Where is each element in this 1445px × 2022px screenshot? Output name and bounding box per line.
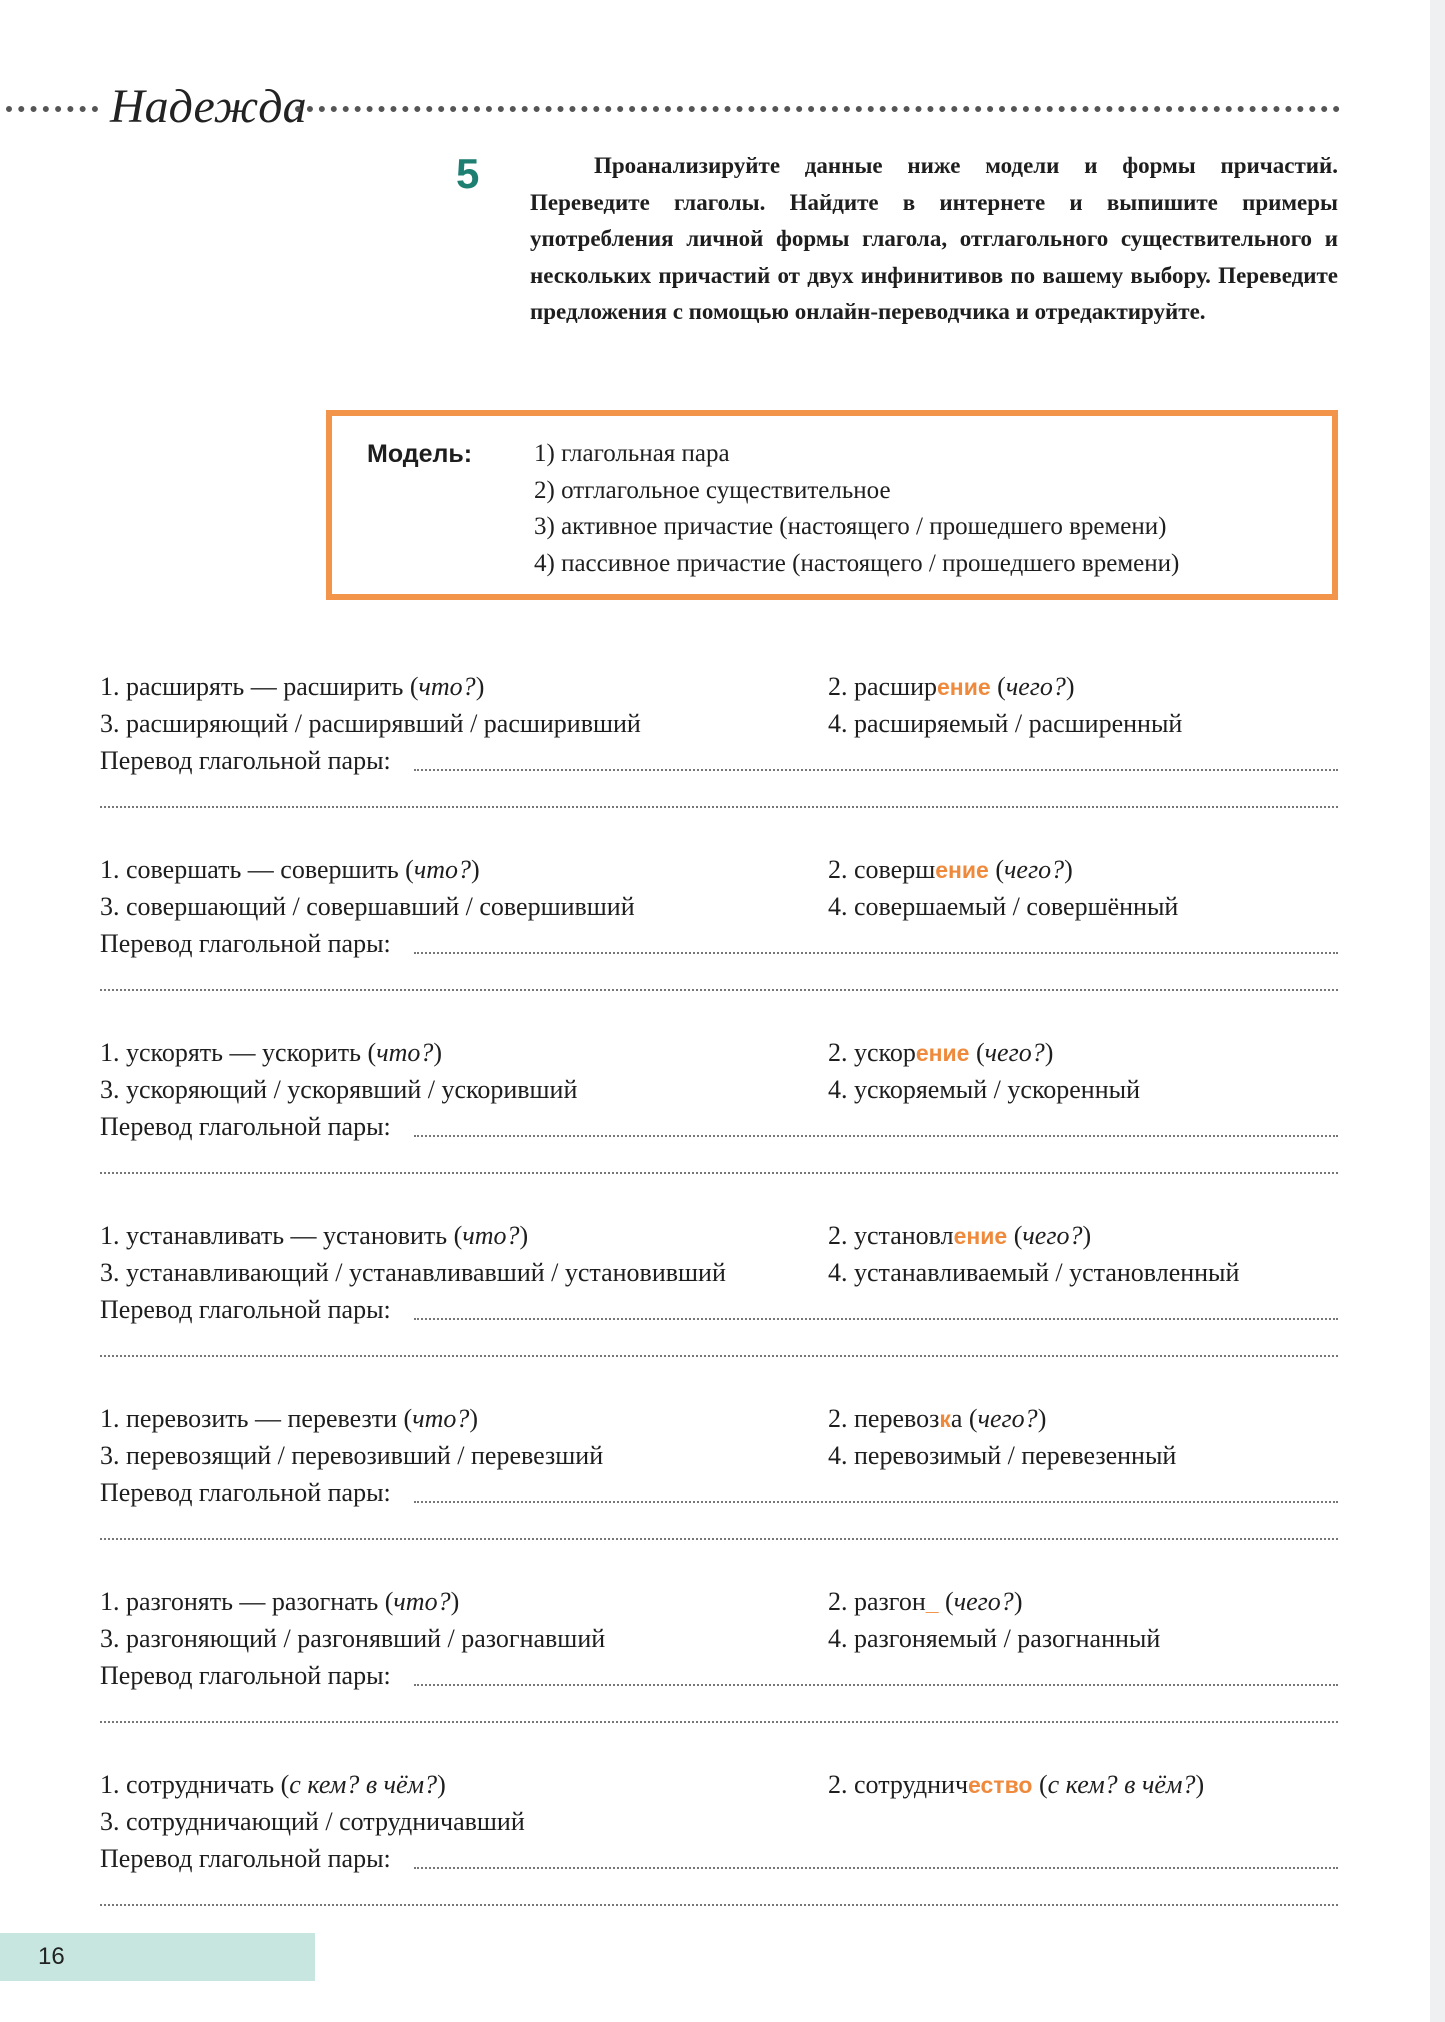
verbal-noun: 2. расширение (чего?)	[828, 672, 1075, 701]
section-header	[0, 80, 1345, 140]
verb-block	[100, 1221, 1340, 1391]
answer-line[interactable]	[100, 1538, 1338, 1540]
translation-label: Перевод глагольной пары:	[100, 1295, 391, 1324]
question: что?	[462, 1221, 520, 1250]
question: что?	[376, 1038, 434, 1067]
answer-line[interactable]	[414, 952, 1338, 954]
exercise-number: 5	[456, 150, 480, 197]
answer-line[interactable]	[100, 989, 1338, 991]
answer-line[interactable]	[414, 769, 1338, 771]
verb-block	[100, 1038, 1340, 1208]
question: чего?	[984, 1038, 1045, 1067]
page-number-tab	[0, 1933, 315, 1981]
question: чего?	[953, 1587, 1014, 1616]
verb-block	[100, 855, 1340, 1025]
active-participles: 3. совершающий / совершавший / совершивший	[100, 892, 635, 921]
noun-suffix: ение	[953, 1223, 1008, 1249]
answer-line[interactable]	[414, 1501, 1338, 1503]
model-item: 2) отглагольное существительное	[534, 476, 891, 504]
question: чего?	[977, 1404, 1038, 1433]
question: чего?	[1004, 855, 1065, 884]
page-edge	[1430, 0, 1445, 2022]
verb-block	[100, 1404, 1340, 1574]
question: что?	[393, 1587, 451, 1616]
question: чего?	[1022, 1221, 1083, 1250]
noun-suffix: ение	[915, 1040, 970, 1066]
verb-pair: 1. ускорять — ускорить (что?)	[100, 1038, 443, 1067]
header-dots-right	[295, 106, 1340, 112]
active-participles: 3. сотрудничающий / сотрудничавший	[100, 1807, 525, 1836]
verb-block	[100, 1587, 1340, 1757]
translation-label: Перевод глагольной пары:	[100, 1112, 391, 1141]
active-participles: 3. устанавливающий / устанавливавший / установивший	[100, 1258, 726, 1287]
verb-block	[100, 1770, 1340, 1940]
active-participles: 3. расширяющий / расширявший / расширивший	[100, 709, 641, 738]
verb-pair: 1. совершать — совершить (что?)	[100, 855, 480, 884]
question: что?	[412, 1404, 470, 1433]
header-dots-left	[6, 106, 98, 112]
answer-line[interactable]	[100, 1904, 1338, 1906]
answer-line[interactable]	[100, 1355, 1338, 1357]
active-participles: 3. ускоряющий / ускорявший / ускоривший	[100, 1075, 578, 1104]
passive-participles: 4. перевозимый / перевезенный	[828, 1441, 1177, 1470]
model-item: 4) пассивное причастие (настоящего / прошедшего времени)	[534, 549, 1180, 577]
verb-pair: 1. сотрудничать (с кем? в чём?)	[100, 1770, 446, 1799]
model-list	[534, 436, 1179, 582]
passive-participles: 4. ускоряемый / ускоренный	[828, 1075, 1141, 1104]
answer-line[interactable]	[414, 1318, 1338, 1320]
model-item: 3) активное причастие (настоящего / прошедшего времени)	[534, 513, 1167, 540]
answer-line[interactable]	[414, 1135, 1338, 1137]
answer-line[interactable]	[414, 1684, 1338, 1686]
translation-label: Перевод глагольной пары:	[100, 746, 391, 775]
verbal-noun: 2. совершение (чего?)	[828, 855, 1073, 884]
verbal-noun: 2. разгон_ (чего?)	[828, 1587, 1023, 1616]
translation-label: Перевод глагольной пары:	[100, 1661, 391, 1690]
noun-suffix: ение	[937, 674, 991, 700]
question: чего?	[1005, 672, 1066, 701]
model-box	[326, 410, 1338, 600]
verb-pair: 1. расширять — расширить (что?)	[100, 672, 485, 701]
verb-block	[100, 672, 1340, 842]
noun-suffix: ение	[935, 857, 989, 883]
noun-suffix: ество	[968, 1772, 1033, 1798]
verbal-noun: 2. сотрудничество (с кем? в чём?)	[828, 1770, 1205, 1799]
translation-label: Перевод глагольной пары:	[100, 1478, 391, 1507]
verb-pair: 1. разгонять — разогнать (что?)	[100, 1587, 460, 1616]
noun-suffix: к	[939, 1406, 951, 1432]
noun-suffix: _	[925, 1589, 939, 1615]
passive-participles: 4. разгоняемый / разогнанный	[828, 1624, 1161, 1653]
answer-line[interactable]	[100, 806, 1338, 808]
question: что?	[413, 855, 472, 884]
verb-pair: 1. перевозить — перевезти (что?)	[100, 1404, 479, 1433]
question: что?	[418, 672, 476, 701]
verb-pair: 1. устанавливать — установить (что?)	[100, 1221, 529, 1250]
translation-label: Перевод глагольной пары:	[100, 1844, 391, 1873]
active-participles: 3. перевозящий / перевозивший / перевезший	[100, 1441, 604, 1470]
active-participles: 3. разгоняющий / разгонявший / разогнавший	[100, 1624, 606, 1653]
question: с кем? в чём?	[1047, 1770, 1196, 1799]
answer-line[interactable]	[414, 1867, 1338, 1869]
verbal-noun: 2. перевозка (чего?)	[828, 1404, 1047, 1433]
passive-participles: 4. расширяемый / расширенный	[828, 709, 1183, 738]
translation-label: Перевод глагольной пары:	[100, 929, 391, 958]
verbal-noun: 2. установление (чего?)	[828, 1221, 1092, 1250]
verbal-noun: 2. ускорение (чего?)	[828, 1038, 1054, 1067]
answer-line[interactable]	[100, 1172, 1338, 1174]
page-number: 16	[38, 1943, 65, 1970]
exercise-instruction: Проанализируйте данные ниже модели и формы причастий. Переведите глаголы. Найдите в интернете и выпишите примеры употребления личной формы глагола, отглагольного существительного и нескольких причастий от двух инфинитивов по вашему выбору. Переведите предложения с помощью онлайн-переводчика и отредактируйте.	[530, 153, 1338, 325]
section-title: Надежда	[110, 80, 307, 133]
question: с кем? в чём?	[289, 1770, 438, 1799]
passive-participles: 4. устанавливаемый / установленный	[828, 1258, 1240, 1287]
model-item: 1) глагольная пара	[534, 440, 730, 467]
passive-participles: 4. совершаемый / совершённый	[828, 892, 1179, 921]
model-label: Модель:	[367, 440, 473, 468]
answer-line[interactable]	[100, 1721, 1338, 1723]
